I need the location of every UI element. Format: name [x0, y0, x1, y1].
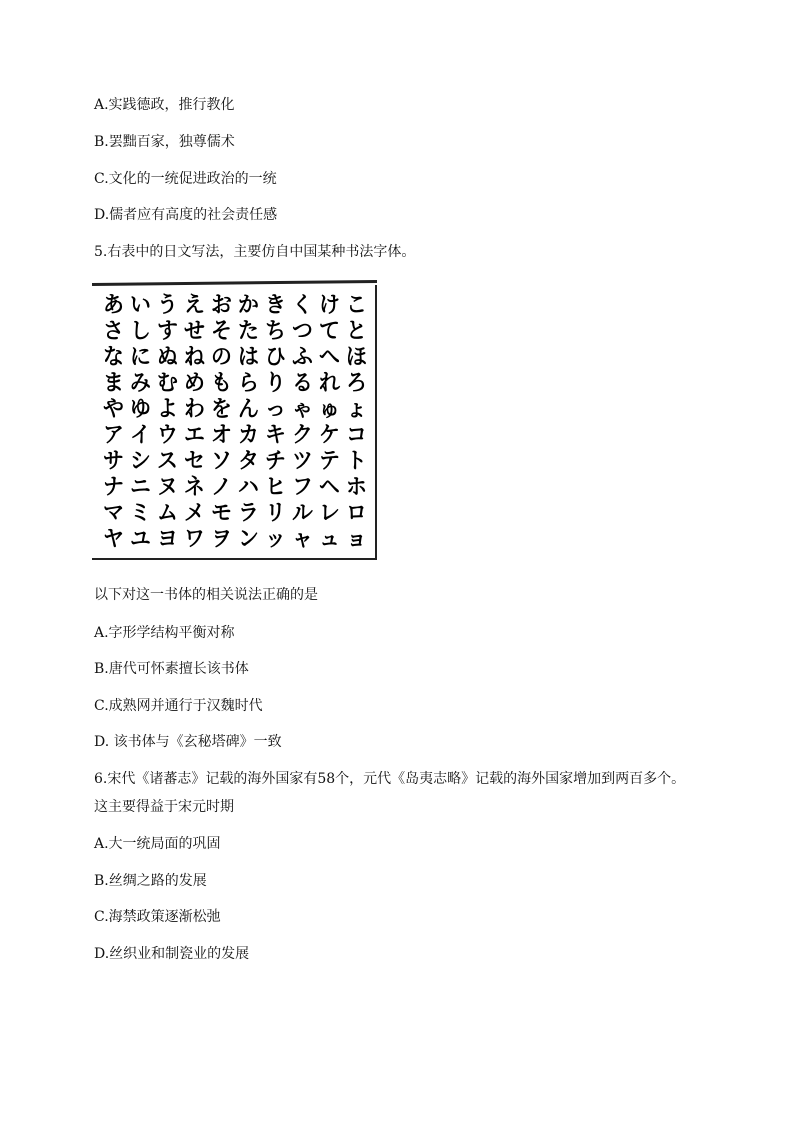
kana-char: マ — [103, 501, 124, 526]
figure-border-bottom — [92, 558, 377, 560]
kana-char: ヌ — [157, 475, 178, 500]
figure-border-right — [375, 285, 377, 560]
kana-char: へ — [319, 345, 340, 370]
kana-row — [100, 319, 370, 345]
kana-char: リ — [265, 501, 286, 526]
q5-option-c: C.成熟网并通行于汉魏时代 — [94, 698, 263, 714]
kana-char: ゆ — [130, 397, 151, 422]
q6-option-c: C.海禁政策逐渐松弛 — [94, 909, 221, 925]
q4-option-c: C.文化的一统促进政治的一统 — [94, 171, 277, 187]
kana-char: ゅ — [319, 397, 340, 422]
kana-char: ね — [184, 345, 205, 370]
kana-char: ャ — [292, 527, 313, 552]
kana-char: オ — [211, 423, 232, 448]
kana-char: ぬ — [157, 345, 178, 370]
kana-char: っ — [265, 397, 286, 422]
kana-char: つ — [292, 319, 313, 344]
kana-char: ヘ — [319, 475, 340, 500]
kana-char: ハ — [238, 475, 259, 500]
kana-row — [100, 501, 370, 527]
kana-char: ま — [103, 371, 124, 396]
kana-char: ミ — [130, 501, 151, 526]
kana-char: ふ — [292, 345, 313, 370]
q4-option-b: B.罢黜百家，独尊儒术 — [94, 134, 235, 150]
kana-char: さ — [103, 319, 124, 344]
kana-char: て — [319, 319, 340, 344]
q4-option-d: D.儒者应有高度的社会责任感 — [94, 207, 278, 223]
kana-char: し — [130, 319, 151, 344]
kana-char: お — [211, 293, 232, 318]
kana-grid — [100, 293, 370, 553]
kana-char: い — [130, 293, 151, 318]
kana-row — [100, 293, 370, 319]
kana-char: ヲ — [211, 527, 232, 552]
kana-char: や — [103, 397, 124, 422]
kana-row — [100, 527, 370, 553]
kana-char: ユ — [130, 527, 151, 552]
kana-char: ル — [292, 501, 313, 526]
q5-option-a: A.字形学结构平衡对称 — [94, 625, 235, 641]
kana-char: ん — [238, 397, 259, 422]
kana-char: ヒ — [265, 475, 286, 500]
kana-char: ラ — [238, 501, 259, 526]
kana-char: り — [265, 371, 286, 396]
kana-char: せ — [184, 319, 205, 344]
kana-char: タ — [238, 449, 259, 474]
kana-char: を — [211, 397, 232, 422]
kana-char: エ — [184, 423, 205, 448]
kana-char: ウ — [157, 423, 178, 448]
kana-char: ネ — [184, 475, 205, 500]
kana-char: こ — [346, 293, 367, 318]
kana-char: レ — [319, 501, 340, 526]
kana-char: サ — [103, 449, 124, 474]
kana-char: カ — [238, 423, 259, 448]
kana-char: ち — [265, 319, 286, 344]
figure-border-top — [92, 280, 377, 286]
kana-char: ム — [157, 501, 178, 526]
kana-figure — [92, 283, 377, 560]
kana-char: た — [238, 319, 259, 344]
kana-char: う — [157, 293, 178, 318]
kana-char: ア — [103, 423, 124, 448]
kana-char: よ — [157, 397, 178, 422]
kana-char: は — [238, 345, 259, 370]
kana-char: み — [130, 371, 151, 396]
kana-row — [100, 371, 370, 397]
kana-char: コ — [346, 423, 367, 448]
kana-char: ス — [157, 449, 178, 474]
kana-char: も — [211, 371, 232, 396]
kana-char: セ — [184, 449, 205, 474]
q6-option-b: B.丝绸之路的发展 — [94, 873, 207, 889]
kana-char: ナ — [103, 475, 124, 500]
kana-char: ょ — [346, 397, 367, 422]
kana-char: ン — [238, 527, 259, 552]
kana-char: チ — [265, 449, 286, 474]
kana-char: ほ — [346, 345, 367, 370]
kana-char: え — [184, 293, 205, 318]
kana-char: ケ — [319, 423, 340, 448]
kana-char: テ — [319, 449, 340, 474]
kana-row — [100, 345, 370, 371]
kana-char: ひ — [265, 345, 286, 370]
kana-char: ソ — [211, 449, 232, 474]
q5-option-d: D. 该书体与《玄秘塔碑》一致 — [94, 734, 282, 750]
kana-char: れ — [319, 371, 340, 396]
kana-char: ワ — [184, 527, 205, 552]
kana-char: め — [184, 371, 205, 396]
kana-char: に — [130, 345, 151, 370]
kana-char: ク — [292, 423, 313, 448]
q6-option-a: A.大一统局面的巩固 — [94, 836, 221, 852]
kana-char: あ — [103, 293, 124, 318]
kana-char: る — [292, 371, 313, 396]
kana-char: の — [211, 345, 232, 370]
kana-char: く — [292, 293, 313, 318]
kana-char: イ — [130, 423, 151, 448]
kana-char: フ — [292, 475, 313, 500]
kana-char: と — [346, 319, 367, 344]
kana-char: モ — [211, 501, 232, 526]
kana-char: ツ — [292, 449, 313, 474]
kana-row — [100, 475, 370, 501]
kana-char: ろ — [346, 371, 367, 396]
q6-option-d: D.丝织业和制瓷业的发展 — [94, 946, 250, 962]
kana-char: ロ — [346, 501, 367, 526]
kana-char: す — [157, 319, 178, 344]
kana-char: き — [265, 293, 286, 318]
kana-char: ヤ — [103, 527, 124, 552]
q5-option-b: B.唐代可怀素擅长该书体 — [94, 661, 249, 677]
kana-char: ノ — [211, 475, 232, 500]
q6-stem-line2: 这主要得益于宋元时期 — [94, 799, 234, 815]
kana-char: わ — [184, 397, 205, 422]
q5-stem: 5.右表中的日文写法，主要仿自中国某种书法字体。 — [94, 244, 416, 260]
kana-row — [100, 449, 370, 475]
kana-char: ト — [346, 449, 367, 474]
q4-option-a: A.实践德政，推行教化 — [94, 97, 235, 113]
q5-question: 以下对这一书体的相关说法正确的是 — [94, 587, 318, 603]
kana-char: ッ — [265, 527, 286, 552]
kana-char: ら — [238, 371, 259, 396]
kana-char: む — [157, 371, 178, 396]
kana-char: ゃ — [292, 397, 313, 422]
q6-stem-line1: 6.宋代《诸蕃志》记载的海外国家有58个，元代《岛夷志略》记载的海外国家增加到两百多个。 — [94, 771, 686, 787]
kana-row — [100, 397, 370, 423]
kana-char: け — [319, 293, 340, 318]
kana-char: メ — [184, 501, 205, 526]
kana-char: ョ — [346, 527, 367, 552]
kana-char: ヨ — [157, 527, 178, 552]
kana-char: な — [103, 345, 124, 370]
kana-char: ュ — [319, 527, 340, 552]
kana-char: ニ — [130, 475, 151, 500]
kana-row — [100, 423, 370, 449]
kana-char: キ — [265, 423, 286, 448]
kana-char: ホ — [346, 475, 367, 500]
kana-char: か — [238, 293, 259, 318]
kana-char: シ — [130, 449, 151, 474]
kana-char: そ — [211, 319, 232, 344]
